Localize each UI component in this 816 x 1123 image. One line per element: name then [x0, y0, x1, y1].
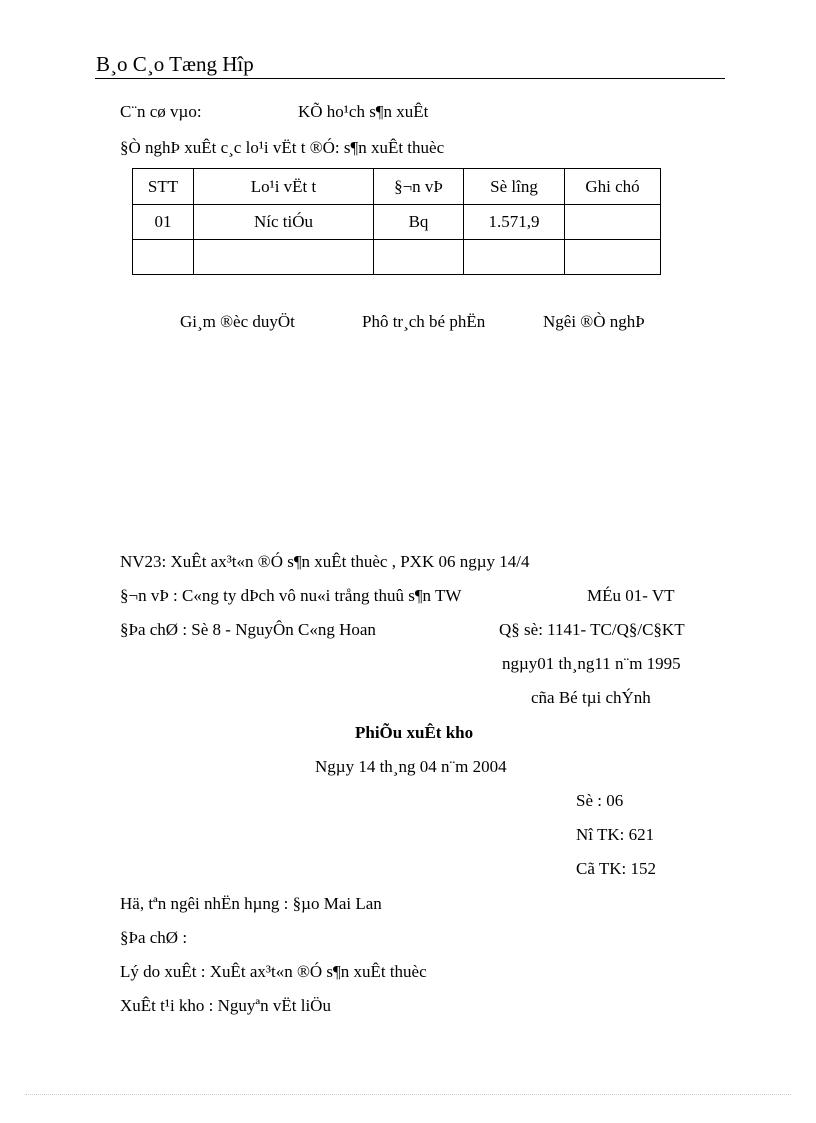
credit-account: Cã TK: 152	[576, 859, 656, 878]
decision-issuer: cña Bé tµi chÝnh	[531, 688, 651, 707]
unit-line: §¬n vÞ : C«ng ty dÞch vô nu«i trång thuû s¶n TW	[120, 586, 462, 605]
address-line: §Þa chØ : Sè 8 - NguyÔn C«ng Hoan	[120, 620, 376, 639]
basis-value: KÕ ho¹ch s¶n xuÊt	[298, 102, 429, 121]
column-header-notes: Ghi chó	[565, 169, 661, 205]
cell-stt: 01	[133, 205, 194, 240]
request-line: §Ò nghÞ xuÊt c¸c lo¹i vËt t ®Ó: s¶n xuÊt thuèc	[120, 138, 445, 157]
material-table	[132, 168, 661, 275]
page-bottom-divider	[25, 1094, 791, 1095]
decision-number: Q§ sè: 1141- TC/Q§/C§KT	[499, 620, 685, 639]
cell-notes	[565, 240, 661, 275]
basis-label: C¨n cø vµo:	[120, 102, 202, 121]
column-header-material: Lo¹i vËt t	[194, 169, 374, 205]
cell-material	[194, 240, 374, 275]
slip-title: PhiÕu xuÊt kho	[355, 723, 474, 742]
table-header-row	[133, 169, 661, 205]
form-number: MÉu 01- VT	[587, 586, 675, 605]
report-title: B¸o C¸o Tæng Hîp	[96, 52, 254, 76]
cell-unit	[374, 240, 464, 275]
column-header-unit: §¬n vÞ	[374, 169, 464, 205]
receiver-address: §Þa chØ :	[120, 928, 188, 947]
reason-line: Lý do xuÊt : XuÊt ax³t«n ®Ó s¶n xuÊt thuèc	[120, 962, 427, 981]
receiver-line: Hä, tªn ngêi nhËn hµng : §µo Mai Lan	[120, 894, 382, 913]
column-header-quantity: Sè lîng	[464, 169, 565, 205]
slip-date: Ngµy 14 th¸ng 04 n¨m 2004	[315, 757, 507, 776]
decision-date: ngµy01 th¸ng11 n¨m 1995	[502, 654, 681, 673]
cell-notes	[565, 205, 661, 240]
column-header-stt: STT	[133, 169, 194, 205]
table-row	[133, 205, 661, 240]
signature-director: Gi¸m ®èc duyÖt	[180, 312, 295, 331]
warehouse-line: XuÊt t¹i kho : Nguyªn vËt liÖu	[120, 996, 331, 1015]
debit-account: Nî TK: 621	[576, 825, 655, 844]
cell-material: Níc tiÓu	[194, 205, 374, 240]
header-divider	[95, 78, 725, 79]
slip-number: Sè : 06	[576, 791, 624, 810]
signature-requester: Ngêi ®Ò nghÞ	[543, 312, 645, 331]
cell-quantity	[464, 240, 565, 275]
signature-department-head: Phô tr¸ch bé phËn	[362, 312, 486, 331]
cell-unit: Bq	[374, 205, 464, 240]
table-row	[133, 240, 661, 275]
cell-quantity: 1.571,9	[464, 205, 565, 240]
nv23-title: NV23: XuÊt ax³t«n ®Ó s¶n xuÊt thuèc , PXK 06 ngµy 14/4	[120, 552, 530, 571]
cell-stt	[133, 240, 194, 275]
